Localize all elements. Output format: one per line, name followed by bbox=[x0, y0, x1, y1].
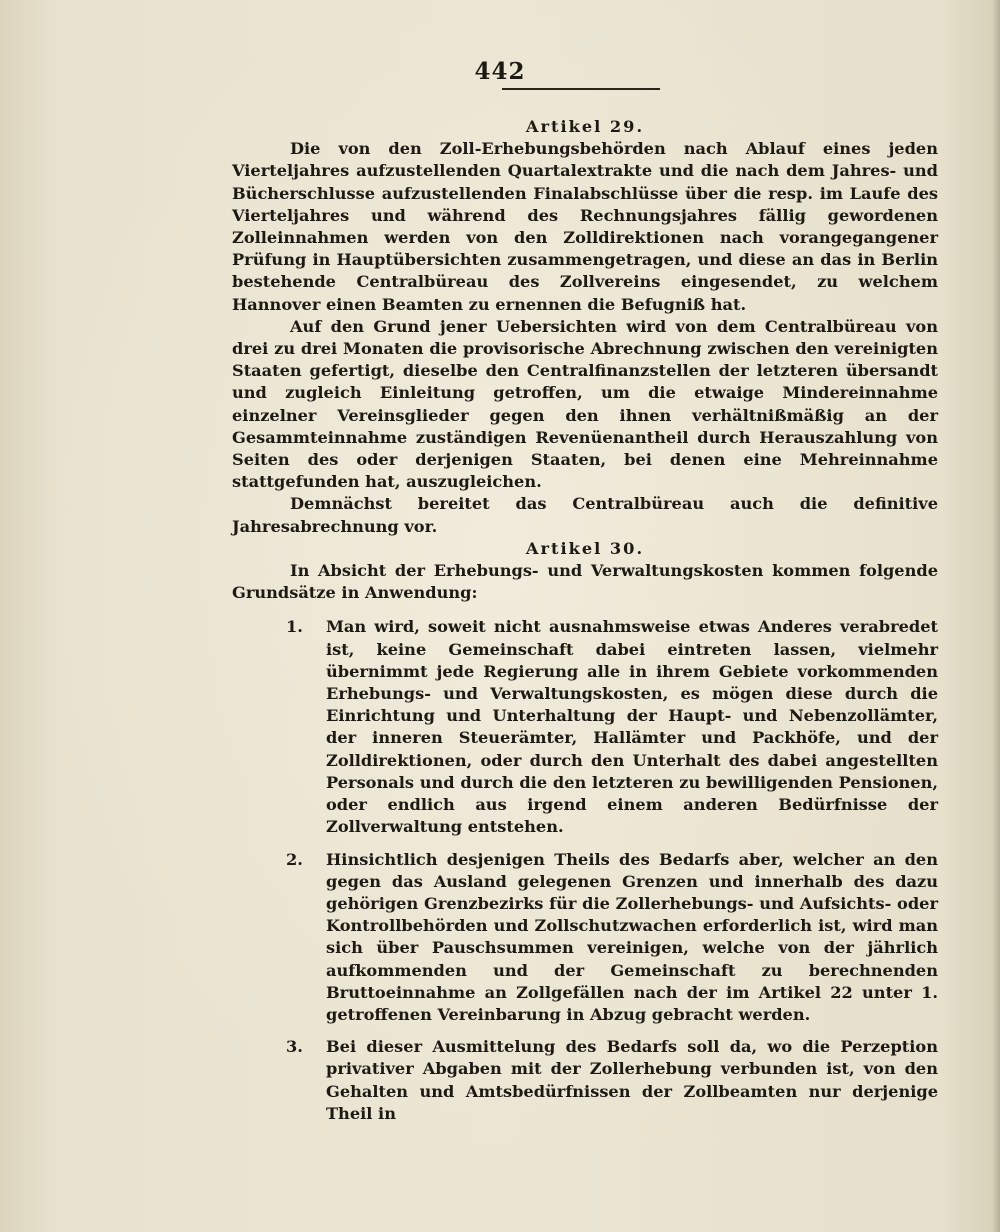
page-number: 442 bbox=[474, 58, 526, 85]
list-item bbox=[232, 1036, 938, 1125]
article-29-paragraph-2: Auf den Grund jener Uebersichten wird von dem Centralbüreau von drei zu drei Monaten die provisorische Abrechnung zwischen den vereinigten Staaten gefertigt, dieselbe den Centralfinanzstellen der letzteren übersandt und zugleich Einleitung getroffen, um die etwaige Mindereinnahme einzelner Vereinsglieder gegen den ihnen verhältnißmäßig an der Gesammteinnahme zuständigen Revenüenantheil durch Herauszahlung von Seiten des oder derjenigen Staaten, bei denen eine Mehreinnahme stattgefunden hat, auszugleichen. bbox=[232, 316, 938, 492]
page-content bbox=[232, 116, 938, 1135]
article-30-intro: In Absicht der Erhebungs- und Verwaltungskosten kommen folgende Grundsätze in Anwendung: bbox=[232, 561, 938, 603]
article-29-paragraph-3: Demnächst bereitet das Centralbüreau auch die definitive Jahresabrechnung vor. bbox=[232, 494, 938, 536]
page-edge-shadow bbox=[992, 0, 1000, 1232]
article-29-heading: Artikel 29. bbox=[525, 117, 645, 136]
list-item-number: 3. bbox=[286, 1037, 303, 1057]
article-29-paragraph-1: Die von den Zoll-Erhebungsbehörden nach Ablauf eines jeden Vierteljahres aufzustellenden Quartalextrakte und die nach dem Jahres- und Bücherschlusse aufzustellenden Finalabschlüsse über die resp. im Laufe des Vierteljahres und während des Rechnungsjahres fällig gewordenen Zolleinnahmen werden von den Zolldirektionen nach vorangegangener Prüfung in Hauptübersichten zusammengetragen, und diese an das in Berlin bestehende Centralbüreau des Zollvereins eingesendet, zu welchem Hannover einen Beamten zu ernennen die Befugniß hat. bbox=[232, 139, 938, 314]
article-30-list bbox=[232, 616, 938, 1124]
list-item bbox=[232, 849, 938, 1027]
list-item-number: 2. bbox=[286, 849, 303, 869]
list-item-text: Man wird, soweit nicht ausnahmsweise etwas Anderes verabredet ist, keine Gemeinschaft dabei eintreten lassen, vielmehr übernimmt jede Regierung alle in ihrem Gebiete vorkommenden Erhebungs- und Verwaltungskosten, es mögen diese durch die Einrichtung und Unterhaltung der Haupt- und Nebenzollämter, der inneren Steuerämter, Hallämter und Packhöfe, und der Zolldirektionen, oder durch den Unterhalt des dabei angestellten Personals und durch die den letzteren zu bewilligenden Pensionen, oder endlich aus irgend einem anderen Bedürfnisse der Zollverwaltung entstehen. bbox=[326, 617, 938, 837]
article-30-heading: Artikel 30. bbox=[525, 538, 645, 558]
list-item-number: 1. bbox=[286, 617, 303, 637]
list-item-text: Bei dieser Ausmittelung des Bedarfs soll da, wo die Perzeption privativer Abgaben mit der Zollerhebung verbunden ist, von den Gehalten und Amtsbedürfnissen der Zollbeamten nur derjenige Theil in bbox=[326, 1037, 938, 1123]
page-number-rule bbox=[502, 88, 660, 90]
list-item-text: Hinsichtlich desjenigen Theils des Bedarfs aber, welcher an den gegen das Ausland gelegenen Grenzen und innerhalb des dazu gehörigen Grenzbezirks für die Zollerhebungs- und Aufsichts- oder Kontrollbehörden und Zollschutzwachen erforderlich ist, wird man sich über Pauschsummen vereinigen, welche von der jährlich aufkommenden und der Gemeinschaft zu berechnenden Bruttoeinnahme an Zollgefällen nach der im Artikel 22 unter 1. getroffenen Vereinbarung in Abzug gebracht werden. bbox=[326, 849, 938, 1024]
list-item bbox=[232, 616, 938, 838]
